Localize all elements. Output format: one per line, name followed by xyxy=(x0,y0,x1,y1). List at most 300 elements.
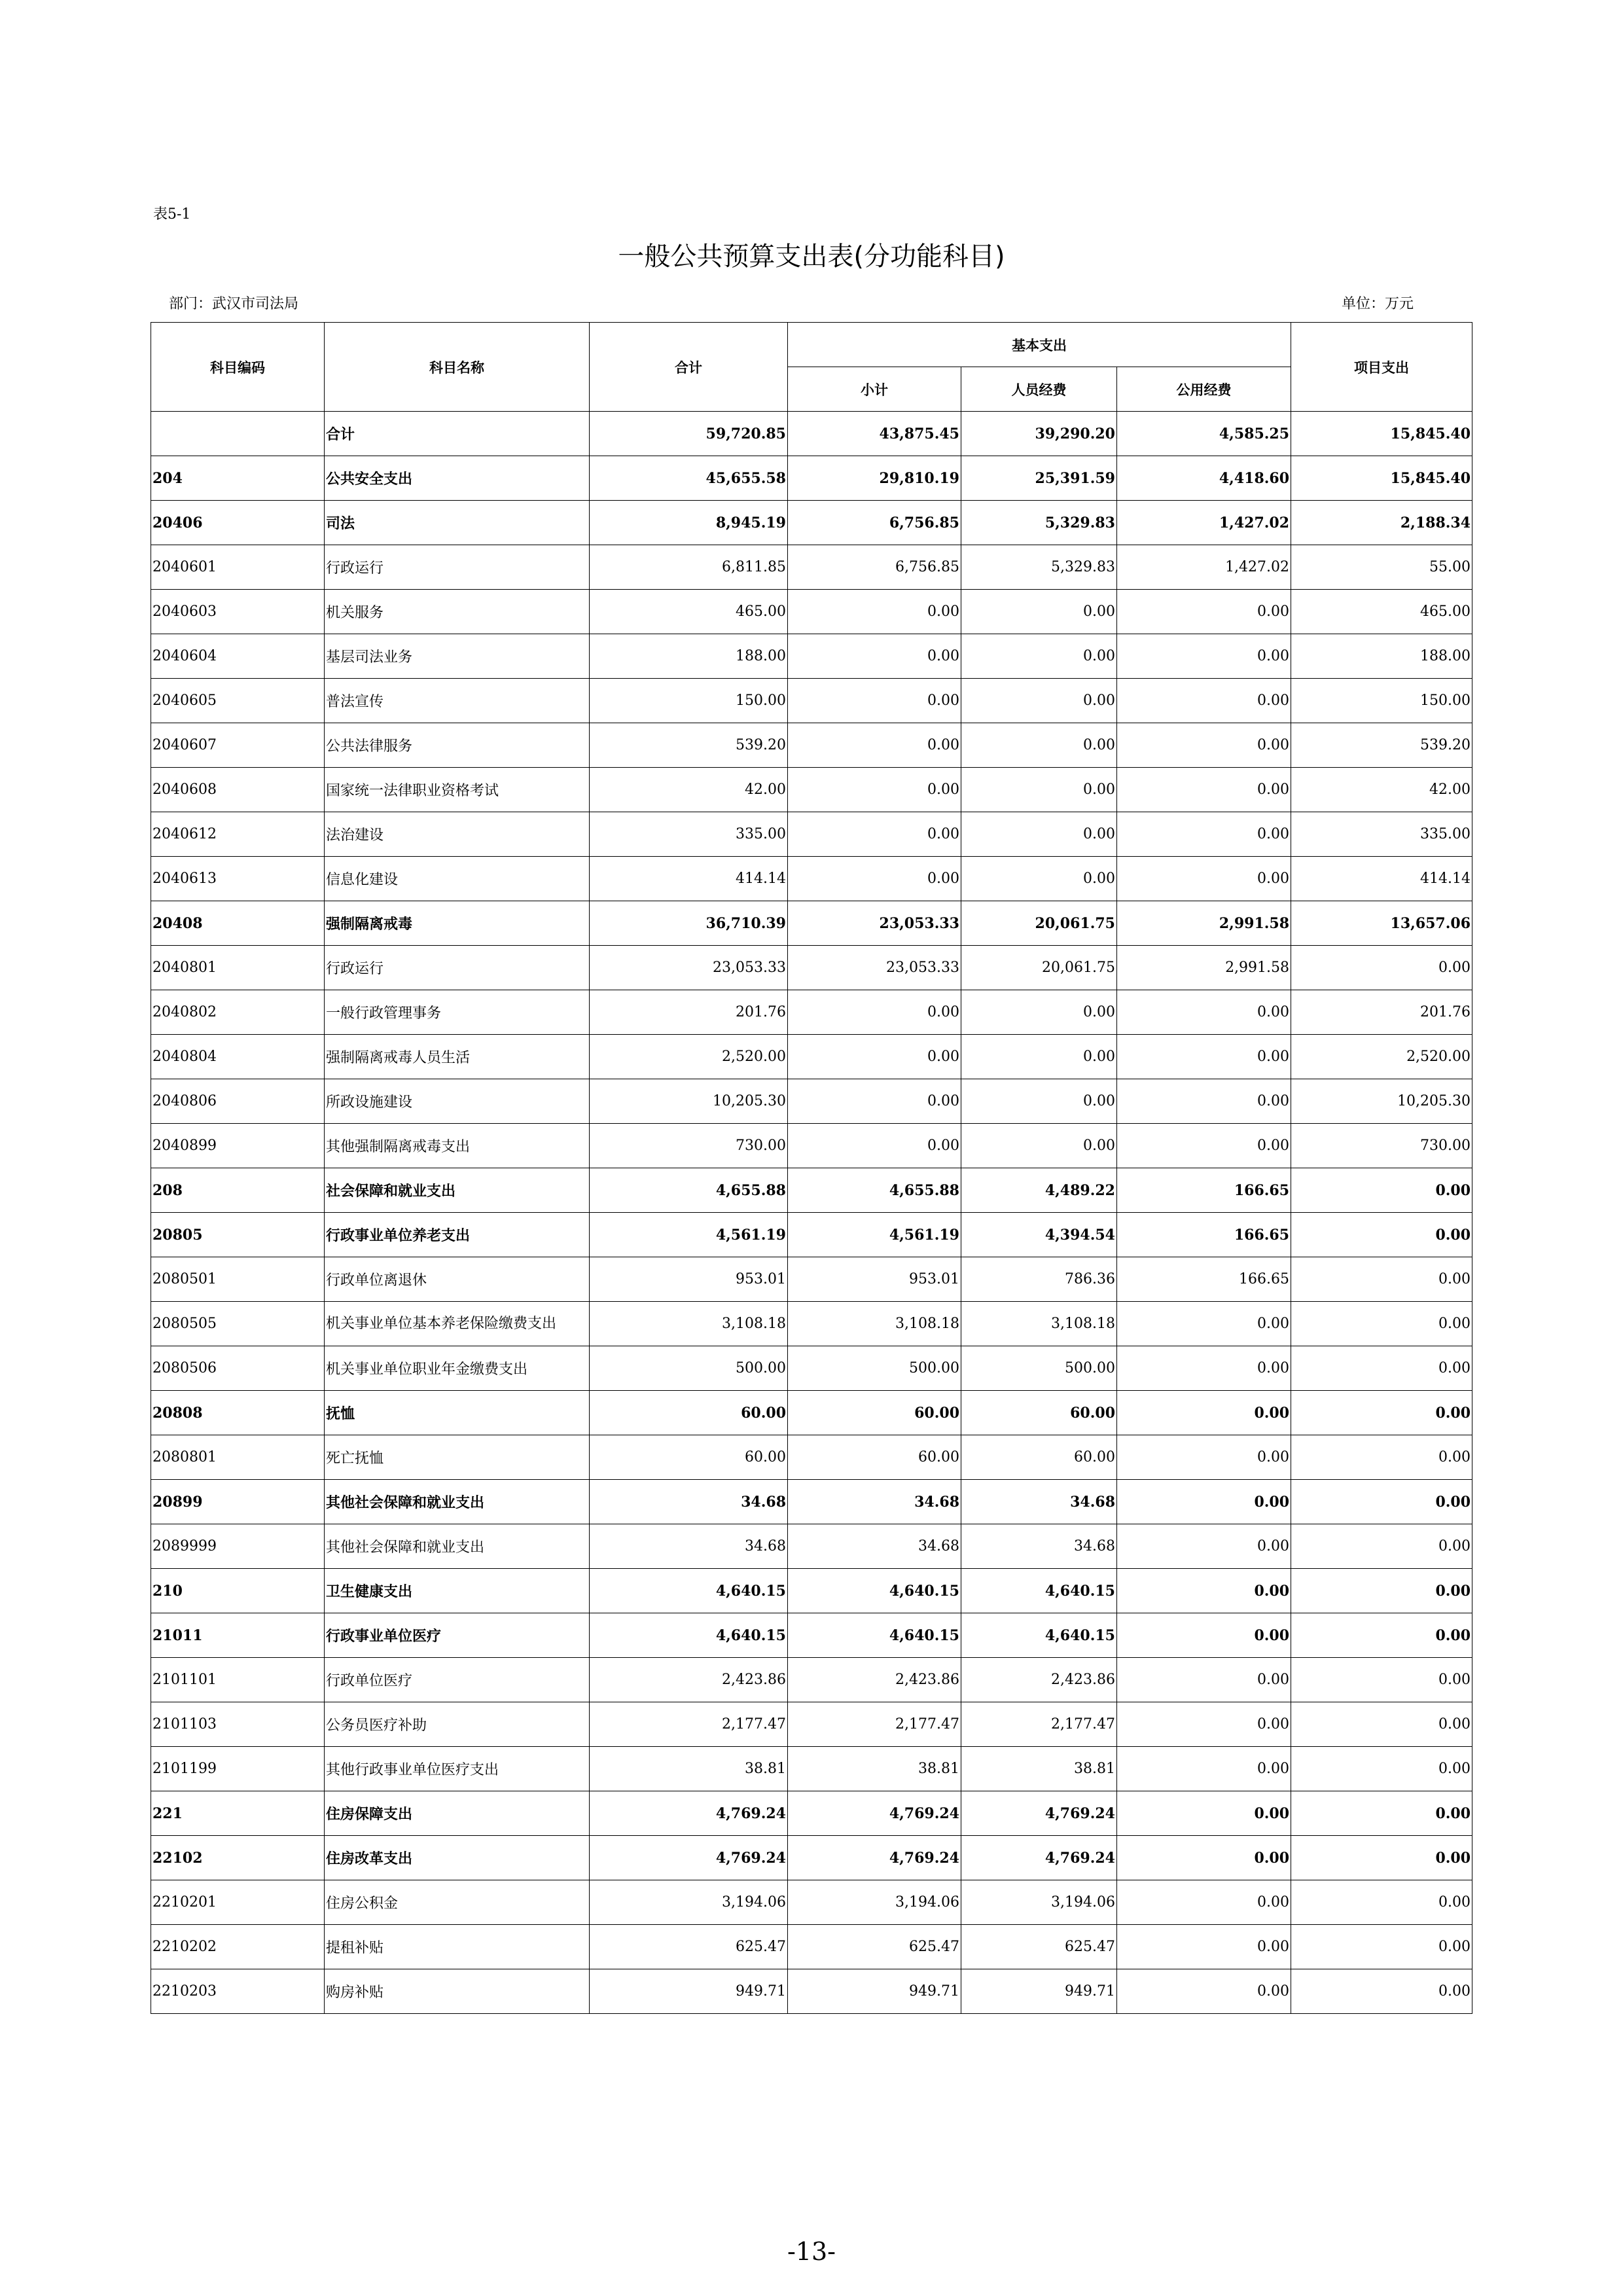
table-row xyxy=(151,590,1472,634)
header-personnel: 人员经费 xyxy=(961,367,1117,412)
row-code xyxy=(151,412,325,456)
row-name: 行政运行 xyxy=(325,946,590,990)
row-subtotal: 0.00 xyxy=(788,812,961,857)
table-row xyxy=(151,946,1472,990)
row-name: 住房公积金 xyxy=(325,1880,590,1925)
row-public: 0.00 xyxy=(1117,1302,1291,1346)
row-public: 0.00 xyxy=(1117,990,1291,1035)
row-personnel: 0.00 xyxy=(961,812,1117,857)
row-name: 行政事业单位医疗 xyxy=(325,1613,590,1658)
row-name: 社会保障和就业支出 xyxy=(325,1168,590,1213)
row-name: 合计 xyxy=(325,412,590,456)
row-personnel: 4,769.24 xyxy=(961,1836,1117,1880)
header-code: 科目编码 xyxy=(151,323,325,412)
row-personnel: 20,061.75 xyxy=(961,946,1117,990)
row-project: 10,205.30 xyxy=(1291,1079,1472,1124)
row-subtotal: 60.00 xyxy=(788,1391,961,1435)
row-public: 0.00 xyxy=(1117,1480,1291,1524)
row-project: 0.00 xyxy=(1291,1747,1472,1791)
row-code: 2080506 xyxy=(151,1346,325,1391)
budget-table xyxy=(151,322,1472,2014)
row-public: 2,991.58 xyxy=(1117,901,1291,946)
row-code: 2210202 xyxy=(151,1925,325,1969)
table-row xyxy=(151,1702,1472,1747)
row-project: 42.00 xyxy=(1291,768,1472,812)
row-code: 2210203 xyxy=(151,1969,325,2014)
row-name: 所政设施建设 xyxy=(325,1079,590,1124)
row-project: 0.00 xyxy=(1291,946,1472,990)
row-project: 0.00 xyxy=(1291,1435,1472,1480)
row-personnel: 34.68 xyxy=(961,1524,1117,1569)
table-row xyxy=(151,634,1472,679)
row-project: 0.00 xyxy=(1291,1480,1472,1524)
row-name: 其他行政事业单位医疗支出 xyxy=(325,1747,590,1791)
row-name: 基层司法业务 xyxy=(325,634,590,679)
row-total: 42.00 xyxy=(590,768,788,812)
row-personnel: 0.00 xyxy=(961,634,1117,679)
row-total: 4,640.15 xyxy=(590,1613,788,1658)
row-total: 34.68 xyxy=(590,1480,788,1524)
header-total: 合计 xyxy=(590,323,788,412)
row-subtotal: 3,108.18 xyxy=(788,1302,961,1346)
row-public: 0.00 xyxy=(1117,1702,1291,1747)
row-subtotal: 23,053.33 xyxy=(788,901,961,946)
row-public: 0.00 xyxy=(1117,634,1291,679)
row-subtotal: 29,810.19 xyxy=(788,456,961,501)
row-public: 0.00 xyxy=(1117,1925,1291,1969)
row-project: 0.00 xyxy=(1291,1168,1472,1213)
row-code: 2040802 xyxy=(151,990,325,1035)
row-public: 0.00 xyxy=(1117,857,1291,901)
row-name: 行政事业单位养老支出 xyxy=(325,1213,590,1257)
table-row xyxy=(151,1124,1472,1168)
document-title: 一般公共预算支出表(分功能科目) xyxy=(618,242,1005,272)
row-public: 0.00 xyxy=(1117,1569,1291,1613)
row-subtotal: 38.81 xyxy=(788,1747,961,1791)
row-total: 465.00 xyxy=(590,590,788,634)
table-row xyxy=(151,723,1472,768)
header-subtotal: 小计 xyxy=(788,367,961,412)
table-row xyxy=(151,857,1472,901)
row-name: 抚恤 xyxy=(325,1391,590,1435)
row-project: 15,845.40 xyxy=(1291,412,1472,456)
row-code: 2040608 xyxy=(151,768,325,812)
row-subtotal: 2,177.47 xyxy=(788,1702,961,1747)
table-row xyxy=(151,1969,1472,2014)
row-project: 0.00 xyxy=(1291,1925,1472,1969)
row-public: 0.00 xyxy=(1117,723,1291,768)
row-public: 0.00 xyxy=(1117,812,1291,857)
row-name: 公共法律服务 xyxy=(325,723,590,768)
row-public: 166.65 xyxy=(1117,1257,1291,1302)
row-public: 0.00 xyxy=(1117,1079,1291,1124)
row-code: 20406 xyxy=(151,501,325,545)
row-code: 204 xyxy=(151,456,325,501)
row-project: 0.00 xyxy=(1291,1302,1472,1346)
row-name: 一般行政管理事务 xyxy=(325,990,590,1035)
row-total: 4,561.19 xyxy=(590,1213,788,1257)
row-public: 0.00 xyxy=(1117,1747,1291,1791)
row-subtotal: 953.01 xyxy=(788,1257,961,1302)
row-total: 4,655.88 xyxy=(590,1168,788,1213)
row-public: 0.00 xyxy=(1117,1658,1291,1702)
row-code: 2040604 xyxy=(151,634,325,679)
header-name: 科目名称 xyxy=(325,323,590,412)
row-code: 2210201 xyxy=(151,1880,325,1925)
row-subtotal: 4,769.24 xyxy=(788,1791,961,1836)
row-personnel: 625.47 xyxy=(961,1925,1117,1969)
row-public: 0.00 xyxy=(1117,679,1291,723)
row-code: 2101199 xyxy=(151,1747,325,1791)
row-name: 强制隔离戒毒人员生活 xyxy=(325,1035,590,1079)
row-subtotal: 0.00 xyxy=(788,590,961,634)
table-row xyxy=(151,901,1472,946)
row-code: 2080501 xyxy=(151,1257,325,1302)
row-code: 20899 xyxy=(151,1480,325,1524)
row-personnel: 500.00 xyxy=(961,1346,1117,1391)
row-code: 21011 xyxy=(151,1613,325,1658)
row-public: 0.00 xyxy=(1117,1524,1291,1569)
table-row xyxy=(151,1925,1472,1969)
header-basic: 基本支出 xyxy=(788,323,1291,367)
row-public: 0.00 xyxy=(1117,1880,1291,1925)
row-name: 行政单位医疗 xyxy=(325,1658,590,1702)
row-public: 0.00 xyxy=(1117,1346,1291,1391)
row-project: 201.76 xyxy=(1291,990,1472,1035)
row-total: 953.01 xyxy=(590,1257,788,1302)
row-name: 其他社会保障和就业支出 xyxy=(325,1524,590,1569)
row-name: 公共安全支出 xyxy=(325,456,590,501)
row-personnel: 0.00 xyxy=(961,857,1117,901)
row-project: 0.00 xyxy=(1291,1391,1472,1435)
row-code: 2080505 xyxy=(151,1302,325,1346)
row-personnel: 0.00 xyxy=(961,768,1117,812)
row-total: 188.00 xyxy=(590,634,788,679)
row-code: 2040804 xyxy=(151,1035,325,1079)
row-public: 0.00 xyxy=(1117,1836,1291,1880)
row-total: 60.00 xyxy=(590,1391,788,1435)
row-code: 2040801 xyxy=(151,946,325,990)
row-name: 公务员医疗补助 xyxy=(325,1702,590,1747)
table-row xyxy=(151,1836,1472,1880)
row-project: 0.00 xyxy=(1291,1257,1472,1302)
row-public: 0.00 xyxy=(1117,1969,1291,2014)
row-project: 2,520.00 xyxy=(1291,1035,1472,1079)
row-subtotal: 0.00 xyxy=(788,723,961,768)
table-row xyxy=(151,812,1472,857)
row-personnel: 38.81 xyxy=(961,1747,1117,1791)
row-project: 0.00 xyxy=(1291,1791,1472,1836)
row-personnel: 60.00 xyxy=(961,1435,1117,1480)
row-subtotal: 34.68 xyxy=(788,1524,961,1569)
row-subtotal: 0.00 xyxy=(788,634,961,679)
row-code: 2040607 xyxy=(151,723,325,768)
row-total: 45,655.58 xyxy=(590,456,788,501)
table-row xyxy=(151,412,1472,456)
row-subtotal: 4,561.19 xyxy=(788,1213,961,1257)
row-name: 法治建设 xyxy=(325,812,590,857)
row-total: 414.14 xyxy=(590,857,788,901)
row-subtotal: 0.00 xyxy=(788,768,961,812)
row-total: 949.71 xyxy=(590,1969,788,2014)
row-project: 0.00 xyxy=(1291,1658,1472,1702)
row-personnel: 60.00 xyxy=(961,1391,1117,1435)
row-code: 2101101 xyxy=(151,1658,325,1702)
table-row xyxy=(151,501,1472,545)
row-personnel: 0.00 xyxy=(961,1124,1117,1168)
row-name: 机关事业单位职业年金缴费支出 xyxy=(325,1346,590,1391)
table-row xyxy=(151,1079,1472,1124)
row-personnel: 4,640.15 xyxy=(961,1569,1117,1613)
row-public: 0.00 xyxy=(1117,590,1291,634)
row-total: 625.47 xyxy=(590,1925,788,1969)
row-subtotal: 0.00 xyxy=(788,1035,961,1079)
row-name: 购房补贴 xyxy=(325,1969,590,2014)
row-project: 15,845.40 xyxy=(1291,456,1472,501)
row-public: 0.00 xyxy=(1117,1391,1291,1435)
row-subtotal: 3,194.06 xyxy=(788,1880,961,1925)
row-code: 2040603 xyxy=(151,590,325,634)
row-subtotal: 0.00 xyxy=(788,679,961,723)
table-row xyxy=(151,679,1472,723)
row-total: 23,053.33 xyxy=(590,946,788,990)
row-name: 国家统一法律职业资格考试 xyxy=(325,768,590,812)
table-row xyxy=(151,1658,1472,1702)
row-name: 住房保障支出 xyxy=(325,1791,590,1836)
row-name: 卫生健康支出 xyxy=(325,1569,590,1613)
row-subtotal: 625.47 xyxy=(788,1925,961,1969)
row-personnel: 3,194.06 xyxy=(961,1880,1117,1925)
row-public: 0.00 xyxy=(1117,1035,1291,1079)
row-personnel: 0.00 xyxy=(961,990,1117,1035)
table-body xyxy=(151,412,1472,2014)
row-total: 4,640.15 xyxy=(590,1569,788,1613)
row-total: 150.00 xyxy=(590,679,788,723)
header-project: 项目支出 xyxy=(1291,323,1472,412)
row-name: 住房改革支出 xyxy=(325,1836,590,1880)
row-project: 0.00 xyxy=(1291,1880,1472,1925)
row-project: 188.00 xyxy=(1291,634,1472,679)
table-row xyxy=(151,1613,1472,1658)
table-row xyxy=(151,1569,1472,1613)
row-public: 0.00 xyxy=(1117,1435,1291,1480)
row-name: 机关事业单位基本养老保险缴费支出 xyxy=(325,1302,590,1346)
row-public: 1,427.02 xyxy=(1117,545,1291,590)
row-total: 10,205.30 xyxy=(590,1079,788,1124)
row-code: 20408 xyxy=(151,901,325,946)
row-name: 强制隔离戒毒 xyxy=(325,901,590,946)
row-public: 4,585.25 xyxy=(1117,412,1291,456)
row-project: 0.00 xyxy=(1291,1569,1472,1613)
row-public: 2,991.58 xyxy=(1117,946,1291,990)
row-personnel: 20,061.75 xyxy=(961,901,1117,946)
row-total: 335.00 xyxy=(590,812,788,857)
row-total: 3,108.18 xyxy=(590,1302,788,1346)
row-project: 0.00 xyxy=(1291,1969,1472,2014)
row-subtotal: 43,875.45 xyxy=(788,412,961,456)
row-public: 0.00 xyxy=(1117,768,1291,812)
row-name: 司法 xyxy=(325,501,590,545)
row-subtotal: 0.00 xyxy=(788,1124,961,1168)
row-project: 150.00 xyxy=(1291,679,1472,723)
row-personnel: 0.00 xyxy=(961,590,1117,634)
unit-label: 单位：万元 xyxy=(1342,296,1414,312)
row-public: 166.65 xyxy=(1117,1168,1291,1213)
row-total: 4,769.24 xyxy=(590,1791,788,1836)
row-project: 0.00 xyxy=(1291,1524,1472,1569)
row-name: 机关服务 xyxy=(325,590,590,634)
row-project: 414.14 xyxy=(1291,857,1472,901)
row-personnel: 0.00 xyxy=(961,723,1117,768)
row-code: 208 xyxy=(151,1168,325,1213)
row-total: 3,194.06 xyxy=(590,1880,788,1925)
row-total: 500.00 xyxy=(590,1346,788,1391)
table-row xyxy=(151,1435,1472,1480)
row-personnel: 0.00 xyxy=(961,1035,1117,1079)
row-public: 166.65 xyxy=(1117,1213,1291,1257)
row-name: 普法宣传 xyxy=(325,679,590,723)
row-code: 2040806 xyxy=(151,1079,325,1124)
row-name: 其他强制隔离戒毒支出 xyxy=(325,1124,590,1168)
row-project: 2,188.34 xyxy=(1291,501,1472,545)
row-code: 2040601 xyxy=(151,545,325,590)
row-personnel: 4,769.24 xyxy=(961,1791,1117,1836)
row-code: 2040605 xyxy=(151,679,325,723)
row-code: 2040899 xyxy=(151,1124,325,1168)
row-project: 13,657.06 xyxy=(1291,901,1472,946)
row-subtotal: 4,655.88 xyxy=(788,1168,961,1213)
row-total: 4,769.24 xyxy=(590,1836,788,1880)
row-subtotal: 2,423.86 xyxy=(788,1658,961,1702)
row-personnel: 4,394.54 xyxy=(961,1213,1117,1257)
table-row xyxy=(151,1747,1472,1791)
row-total: 60.00 xyxy=(590,1435,788,1480)
row-subtotal: 34.68 xyxy=(788,1480,961,1524)
row-total: 34.68 xyxy=(590,1524,788,1569)
row-code: 2089999 xyxy=(151,1524,325,1569)
table-row xyxy=(151,456,1472,501)
table-row xyxy=(151,1035,1472,1079)
table-row xyxy=(151,1213,1472,1257)
row-name: 行政运行 xyxy=(325,545,590,590)
table-row xyxy=(151,1168,1472,1213)
row-subtotal: 6,756.85 xyxy=(788,545,961,590)
row-personnel: 0.00 xyxy=(961,679,1117,723)
row-personnel: 5,329.83 xyxy=(961,545,1117,590)
row-personnel: 5,329.83 xyxy=(961,501,1117,545)
row-subtotal: 500.00 xyxy=(788,1346,961,1391)
row-subtotal: 23,053.33 xyxy=(788,946,961,990)
row-project: 539.20 xyxy=(1291,723,1472,768)
row-personnel: 4,640.15 xyxy=(961,1613,1117,1658)
table-row xyxy=(151,1480,1472,1524)
row-subtotal: 6,756.85 xyxy=(788,501,961,545)
row-code: 20805 xyxy=(151,1213,325,1257)
table-row xyxy=(151,1391,1472,1435)
table-row xyxy=(151,1302,1472,1346)
row-total: 2,423.86 xyxy=(590,1658,788,1702)
row-project: 55.00 xyxy=(1291,545,1472,590)
header-public: 公用经费 xyxy=(1117,367,1291,412)
row-project: 0.00 xyxy=(1291,1613,1472,1658)
row-code: 20808 xyxy=(151,1391,325,1435)
row-personnel: 34.68 xyxy=(961,1480,1117,1524)
table-row xyxy=(151,1346,1472,1391)
page-number: -13- xyxy=(787,2237,836,2266)
row-total: 6,811.85 xyxy=(590,545,788,590)
row-project: 0.00 xyxy=(1291,1836,1472,1880)
row-name: 提租补贴 xyxy=(325,1925,590,1969)
row-subtotal: 0.00 xyxy=(788,1079,961,1124)
row-subtotal: 0.00 xyxy=(788,990,961,1035)
row-code: 210 xyxy=(151,1569,325,1613)
row-subtotal: 949.71 xyxy=(788,1969,961,2014)
row-subtotal: 4,769.24 xyxy=(788,1836,961,1880)
row-subtotal: 4,640.15 xyxy=(788,1569,961,1613)
row-project: 730.00 xyxy=(1291,1124,1472,1168)
row-code: 221 xyxy=(151,1791,325,1836)
row-personnel: 39,290.20 xyxy=(961,412,1117,456)
row-total: 38.81 xyxy=(590,1747,788,1791)
row-total: 2,520.00 xyxy=(590,1035,788,1079)
row-public: 0.00 xyxy=(1117,1124,1291,1168)
row-project: 0.00 xyxy=(1291,1213,1472,1257)
table-row xyxy=(151,1524,1472,1569)
department-label: 部门：武汉市司法局 xyxy=(169,296,299,312)
table-row xyxy=(151,990,1472,1035)
row-subtotal: 0.00 xyxy=(788,857,961,901)
row-code: 2040613 xyxy=(151,857,325,901)
row-personnel: 0.00 xyxy=(961,1079,1117,1124)
row-name: 其他社会保障和就业支出 xyxy=(325,1480,590,1524)
row-personnel: 2,177.47 xyxy=(961,1702,1117,1747)
row-public: 0.00 xyxy=(1117,1791,1291,1836)
row-personnel: 4,489.22 xyxy=(961,1168,1117,1213)
row-subtotal: 60.00 xyxy=(788,1435,961,1480)
row-total: 8,945.19 xyxy=(590,501,788,545)
row-total: 730.00 xyxy=(590,1124,788,1168)
row-public: 4,418.60 xyxy=(1117,456,1291,501)
row-personnel: 786.36 xyxy=(961,1257,1117,1302)
row-code: 2080801 xyxy=(151,1435,325,1480)
row-personnel: 949.71 xyxy=(961,1969,1117,2014)
row-public: 0.00 xyxy=(1117,1613,1291,1658)
table-row xyxy=(151,768,1472,812)
row-project: 465.00 xyxy=(1291,590,1472,634)
row-total: 2,177.47 xyxy=(590,1702,788,1747)
table-number: 表5-1 xyxy=(153,206,191,223)
row-name: 信息化建设 xyxy=(325,857,590,901)
table-row xyxy=(151,545,1472,590)
row-project: 0.00 xyxy=(1291,1702,1472,1747)
row-total: 59,720.85 xyxy=(590,412,788,456)
row-total: 201.76 xyxy=(590,990,788,1035)
row-code: 2040612 xyxy=(151,812,325,857)
row-personnel: 25,391.59 xyxy=(961,456,1117,501)
row-personnel: 2,423.86 xyxy=(961,1658,1117,1702)
row-code: 2101103 xyxy=(151,1702,325,1747)
row-project: 335.00 xyxy=(1291,812,1472,857)
row-project: 0.00 xyxy=(1291,1346,1472,1391)
row-personnel: 3,108.18 xyxy=(961,1302,1117,1346)
row-total: 539.20 xyxy=(590,723,788,768)
row-total: 36,710.39 xyxy=(590,901,788,946)
row-subtotal: 4,640.15 xyxy=(788,1613,961,1658)
row-code: 22102 xyxy=(151,1836,325,1880)
row-name: 行政单位离退休 xyxy=(325,1257,590,1302)
table-row xyxy=(151,1880,1472,1925)
table-row xyxy=(151,1791,1472,1836)
